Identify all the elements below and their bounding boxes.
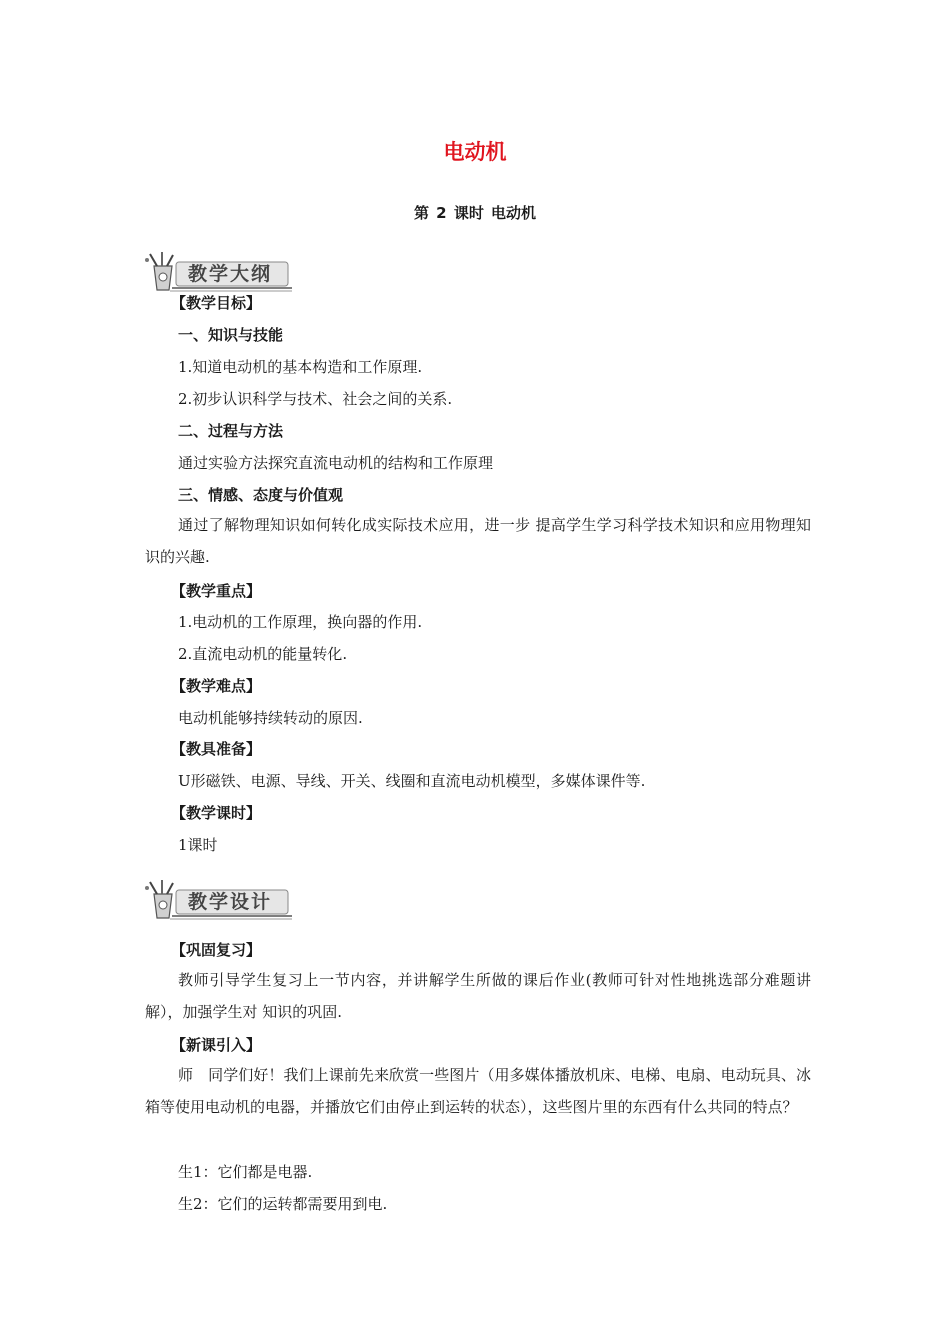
heading-knowledge: 一、知识与技能	[178, 326, 284, 344]
process-text: 通过实验方法探究直流电动机的结构和工作原理	[178, 454, 494, 472]
lesson-subtitle: 第 2 课时 电动机	[413, 204, 537, 222]
section-banner-outline	[142, 252, 294, 292]
student-answer-2: 生2：它们的运转都需要用到电.	[178, 1195, 388, 1213]
document-title: 电动机	[443, 140, 507, 164]
emotion-text: 通过了解物理知识如何转化成实际技术应用，进一步 提高学生学习科学技术知识和应用物理知识的兴趣.	[145, 516, 811, 566]
intro-text: 师 同学们好！我们上课前先来欣赏一些图片（用多媒体播放机床、电梯、电扇、电动玩具、冰箱等使用电动机的电器，并播放它们由停止到运转的状态），这些图片里的东西有什么共同的特点？	[145, 1066, 811, 1116]
heading-key-points: 【教学重点】	[171, 582, 262, 600]
banner-label: 教学大纲	[188, 263, 273, 285]
heading-difficulty: 【教学难点】	[171, 677, 262, 695]
heading-objectives: 【教学目标】	[171, 294, 262, 312]
student-answer-1: 生1：它们都是电器.	[178, 1163, 313, 1181]
heading-emotion: 三、情感、态度与价值观	[178, 486, 344, 504]
heading-tools: 【教具准备】	[171, 740, 262, 758]
knowledge-item-1: 1.知道电动机的基本构造和工作原理.	[178, 358, 423, 376]
knowledge-item-2: 2.初步认识科学与技术、社会之间的关系.	[178, 390, 453, 408]
tools-text: U形磁铁、电源、导线、开关、线圈和直流电动机模型，多媒体课件等.	[178, 772, 646, 790]
heading-intro: 【新课引入】	[171, 1036, 262, 1054]
section-banner-design	[142, 880, 294, 920]
hours-text: 1课时	[178, 836, 218, 854]
heading-process: 二、过程与方法	[178, 422, 284, 440]
key-item-2: 2.直流电动机的能量转化.	[178, 645, 348, 663]
key-item-1: 1.电动机的工作原理，换向器的作用.	[178, 613, 423, 631]
review-text: 教师引导学生复习上一节内容，并讲解学生所做的课后作业(教师可针对性地挑选部分难题讲解），加强学生对 知识的巩固.	[145, 971, 811, 1021]
banner-label: 教学设计	[188, 891, 273, 913]
heading-review: 【巩固复习】	[171, 941, 262, 959]
heading-hours: 【教学课时】	[171, 804, 262, 822]
difficulty-text: 电动机能够持续转动的原因.	[178, 709, 363, 727]
